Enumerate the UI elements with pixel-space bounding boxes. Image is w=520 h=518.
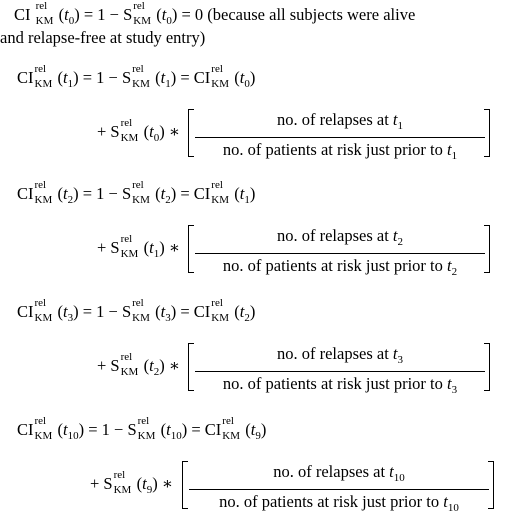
eq2-fraction: no. of relapses at $t_2$ no. of patients at risk just prior to $t_2$	[195, 226, 485, 282]
eq1-line1: CI rel KM $(t_1) = 1 - S$ rel KM $(t_1)$ = CI rel KM $(t_0)$	[17, 63, 256, 90]
eq1-line2: + S rel KM $(t_0)$ ∗	[97, 117, 181, 144]
eq4-line2: + S rel KM $(t_9)$ ∗	[90, 469, 174, 496]
eq3-bracket-right	[484, 343, 490, 391]
eq2-line2: + S rel KM $(t_1)$ ∗	[97, 233, 181, 260]
eq4-line1: CI rel KM $(t_{10}) = 1 - S$ rel KM $(t_{10})$ = CI rel KM $(t_9)$	[17, 415, 267, 442]
eq2-bracket-left	[188, 225, 194, 273]
intro-line-2: and relapse-free at study entry)	[0, 28, 206, 47]
eq2-line1: CI rel KM $(t_2) = 1 - S$ rel KM $(t_2)$ = CI rel KM $(t_1)$	[17, 179, 256, 206]
eq3-line1: CI rel KM $(t_3) = 1 - S$ rel KM $(t_3)$ = CI rel KM $(t_2)$	[17, 297, 256, 324]
eq3-bracket-left	[188, 343, 194, 391]
eq4-bracket-left	[182, 461, 188, 509]
eq4-fraction: no. of relapses at $t_{10}$ no. of patients at risk just prior to $t_{10}$	[189, 462, 489, 518]
intro-line-1: CI rel KM $(t_0) = 1 - S$ rel KM $(t_0) = 0$ (because all subjects were alive	[14, 0, 416, 27]
eq1-fraction: no. of relapses at $t_1$ no. of patients at risk just prior to $t_1$	[195, 110, 485, 166]
eq3-line2: + S rel KM $(t_2)$ ∗	[97, 351, 181, 378]
eq4-bracket-right	[488, 461, 494, 509]
eq1-bracket-left	[188, 109, 194, 157]
eq3-fraction: no. of relapses at $t_3$ no. of patients at risk just prior to $t_3$	[195, 344, 485, 400]
eq2-bracket-right	[484, 225, 490, 273]
eq1-bracket-right	[484, 109, 490, 157]
